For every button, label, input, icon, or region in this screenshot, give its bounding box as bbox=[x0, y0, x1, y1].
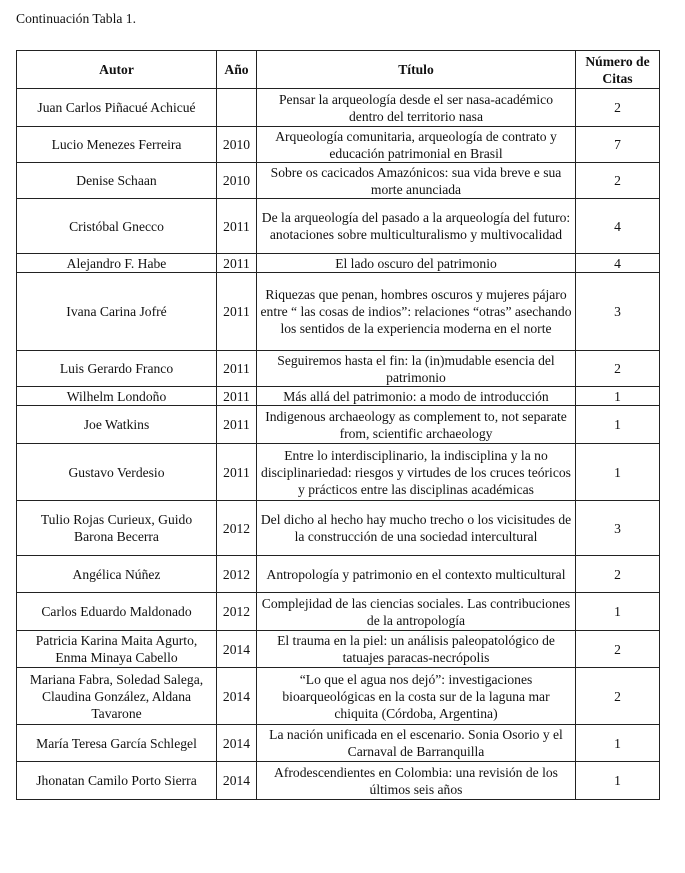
year-cell: 2011 bbox=[217, 406, 257, 444]
citations-cell: 2 bbox=[576, 556, 660, 593]
author-cell: Juan Carlos Piñacué Achicué bbox=[17, 89, 217, 127]
table-row bbox=[17, 387, 660, 406]
year-cell: 2012 bbox=[217, 593, 257, 631]
author-cell: Jhonatan Camilo Porto Sierra bbox=[17, 762, 217, 800]
table-row bbox=[17, 127, 660, 163]
citations-cell: 2 bbox=[576, 351, 660, 387]
table-row bbox=[17, 725, 660, 762]
citations-cell: 2 bbox=[576, 631, 660, 668]
year-cell: 2014 bbox=[217, 668, 257, 725]
author-cell: Cristóbal Gnecco bbox=[17, 199, 217, 254]
table-row bbox=[17, 89, 660, 127]
citations-cell: 1 bbox=[576, 387, 660, 406]
author-cell: Ivana Carina Jofré bbox=[17, 273, 217, 351]
year-cell: 2011 bbox=[217, 254, 257, 273]
header-year: Año bbox=[217, 51, 257, 89]
year-cell: 2010 bbox=[217, 163, 257, 199]
title-cell: Complejidad de las ciencias sociales. Las contribuciones de la antropología bbox=[257, 593, 576, 631]
author-cell: Denise Schaan bbox=[17, 163, 217, 199]
title-cell: Riquezas que penan, hombres oscuros y mujeres pájaro entre “ las cosas de indios”: relaciones “otras” asechando los sentidos de la experiencia moderna en el norte bbox=[257, 273, 576, 351]
table-row bbox=[17, 631, 660, 668]
title-cell: Más allá del patrimonio: a modo de introducción bbox=[257, 387, 576, 406]
header-author: Autor bbox=[17, 51, 217, 89]
author-cell: Mariana Fabra, Soledad Salega, Claudina González, Aldana Tavarone bbox=[17, 668, 217, 725]
author-cell: Carlos Eduardo Maldonado bbox=[17, 593, 217, 631]
title-cell: Antropología y patrimonio en el contexto multicultural bbox=[257, 556, 576, 593]
year-cell: 2011 bbox=[217, 199, 257, 254]
author-cell: Gustavo Verdesio bbox=[17, 444, 217, 501]
title-cell: Arqueología comunitaria, arqueología de contrato y educación patrimonial en Brasil bbox=[257, 127, 576, 163]
author-cell: Lucio Menezes Ferreira bbox=[17, 127, 217, 163]
year-cell: 2010 bbox=[217, 127, 257, 163]
header-title: Título bbox=[257, 51, 576, 89]
table-row bbox=[17, 199, 660, 254]
table-row bbox=[17, 668, 660, 725]
title-cell: De la arqueología del pasado a la arqueología del futuro: anotaciones sobre multiculturalismo y multivocalidad bbox=[257, 199, 576, 254]
year-cell: 2011 bbox=[217, 351, 257, 387]
year-cell: 2014 bbox=[217, 631, 257, 668]
title-cell: “Lo que el agua nos dejó”: investigaciones bioarqueológicas en la costa sur de la laguna mar chiquita (Córdoba, Argentina) bbox=[257, 668, 576, 725]
year-cell: 2014 bbox=[217, 725, 257, 762]
title-cell: El lado oscuro del patrimonio bbox=[257, 254, 576, 273]
year-cell: 2012 bbox=[217, 501, 257, 556]
author-cell: Angélica Núñez bbox=[17, 556, 217, 593]
title-cell: La nación unificada en el escenario. Sonia Osorio y el Carnaval de Barranquilla bbox=[257, 725, 576, 762]
title-cell: Seguiremos hasta el fin: la (in)mudable esencia del patrimonio bbox=[257, 351, 576, 387]
author-cell: María Teresa García Schlegel bbox=[17, 725, 217, 762]
title-cell: El trauma en la piel: un análisis paleopatológico de tatuajes paracas-necrópolis bbox=[257, 631, 576, 668]
citations-cell: 1 bbox=[576, 444, 660, 501]
citations-cell: 2 bbox=[576, 163, 660, 199]
citations-cell: 2 bbox=[576, 89, 660, 127]
title-cell: Indigenous archaeology as complement to, not separate from, scientific archaeology bbox=[257, 406, 576, 444]
author-cell: Tulio Rojas Curieux, Guido Barona Becerra bbox=[17, 501, 217, 556]
title-cell: Pensar la arqueología desde el ser nasa-académico dentro del territorio nasa bbox=[257, 89, 576, 127]
table-row bbox=[17, 254, 660, 273]
author-cell: Wilhelm Londoño bbox=[17, 387, 217, 406]
table-row bbox=[17, 351, 660, 387]
table-row bbox=[17, 556, 660, 593]
author-cell: Luis Gerardo Franco bbox=[17, 351, 217, 387]
citations-cell: 1 bbox=[576, 593, 660, 631]
table-caption: Continuación Tabla 1. bbox=[16, 11, 136, 26]
title-cell: Afrodescendientes en Colombia: una revisión de los últimos seis años bbox=[257, 762, 576, 800]
citations-cell: 4 bbox=[576, 254, 660, 273]
table-row bbox=[17, 762, 660, 800]
author-cell: Alejandro F. Habe bbox=[17, 254, 217, 273]
citations-cell: 3 bbox=[576, 273, 660, 351]
year-cell: 2011 bbox=[217, 444, 257, 501]
year-cell: 2011 bbox=[217, 273, 257, 351]
table-row bbox=[17, 406, 660, 444]
citations-cell: 4 bbox=[576, 199, 660, 254]
citations-cell: 1 bbox=[576, 762, 660, 800]
year-cell: 2014 bbox=[217, 762, 257, 800]
year-cell: 2011 bbox=[217, 387, 257, 406]
year-cell bbox=[217, 89, 257, 127]
author-cell: Joe Watkins bbox=[17, 406, 217, 444]
header-citations: Número de Citas bbox=[576, 51, 660, 89]
title-cell: Sobre os cacicados Amazónicos: sua vida breve e sua morte anunciada bbox=[257, 163, 576, 199]
table-row bbox=[17, 501, 660, 556]
table-row bbox=[17, 444, 660, 501]
citations-cell: 7 bbox=[576, 127, 660, 163]
table-row bbox=[17, 273, 660, 351]
table-header-row bbox=[17, 51, 660, 89]
citations-cell: 3 bbox=[576, 501, 660, 556]
table-row bbox=[17, 163, 660, 199]
author-cell: Patricia Karina Maita Agurto, Enma Minaya Cabello bbox=[17, 631, 217, 668]
citations-table bbox=[16, 50, 660, 800]
table-row bbox=[17, 593, 660, 631]
title-cell: Del dicho al hecho hay mucho trecho o los vicisitudes de la construcción de una sociedad intercultural bbox=[257, 501, 576, 556]
citations-cell: 1 bbox=[576, 406, 660, 444]
citations-cell: 1 bbox=[576, 725, 660, 762]
citations-cell: 2 bbox=[576, 668, 660, 725]
title-cell: Entre lo interdisciplinario, la indisciplina y la no disciplinariedad: riesgos y virtudes de los cruces teóricos y prácticos entre las disciplinas académicas bbox=[257, 444, 576, 501]
year-cell: 2012 bbox=[217, 556, 257, 593]
